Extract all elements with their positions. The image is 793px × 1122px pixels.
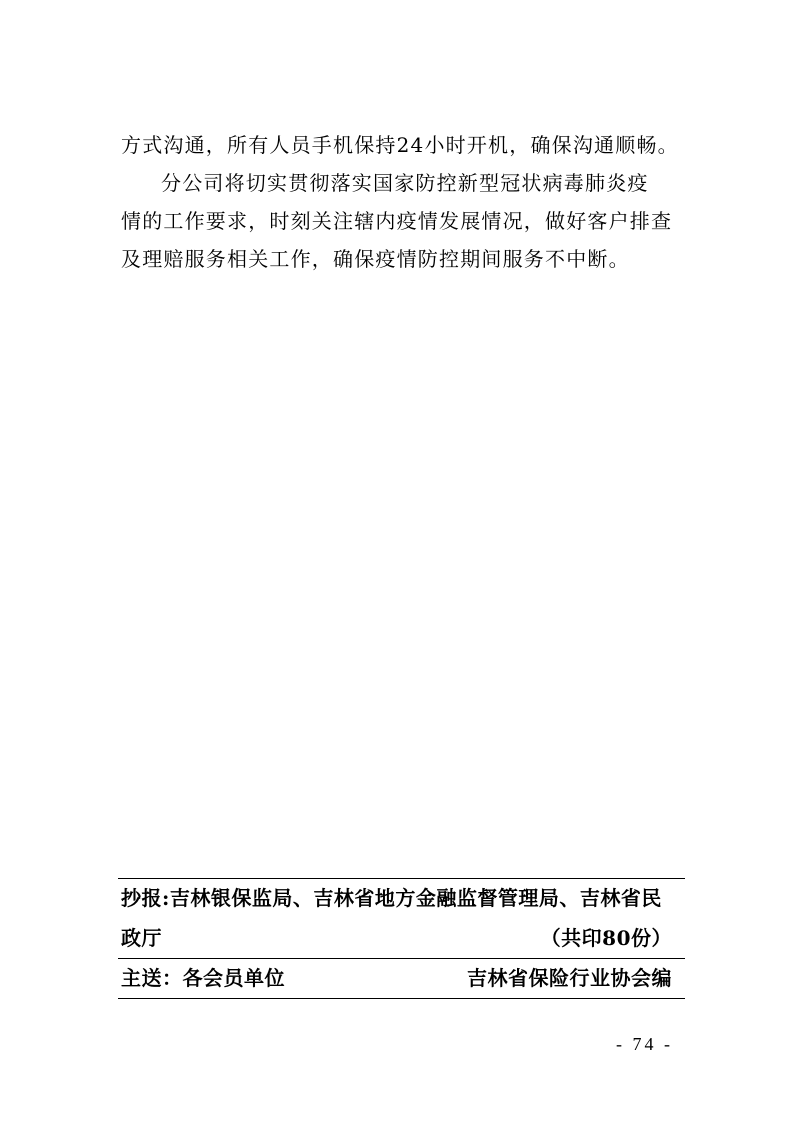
footer-bottom-rule xyxy=(118,998,685,999)
cc-recipients: 抄报:吉林银保监局、吉林省地方金融监督管理局、吉林省民 xyxy=(121,886,662,910)
paragraph-line: 方式沟通，所有人员手机保持24小时开机，确保沟通顺畅。 xyxy=(121,133,679,157)
paragraph-line: 及理赔服务相关工作，确保疫情防控期间服务不中断。 xyxy=(121,247,630,271)
editor: 吉林省保险行业协会编 xyxy=(467,966,672,990)
page-number: - 74 - xyxy=(616,1034,673,1054)
print-copies: （共印80份） xyxy=(540,926,672,950)
footer-top-rule xyxy=(118,878,685,879)
paragraph-line: 情的工作要求，时刻关注辖内疫情发展情况，做好客户排查 xyxy=(121,209,673,233)
footer-middle-rule xyxy=(118,958,685,959)
cc-recipients-continued: 政厅 xyxy=(121,926,162,950)
send-to: 主送：各会员单位 xyxy=(121,966,285,990)
paragraph-line: 分公司将切实贯彻落实国家防控新型冠状病毒肺炎疫 xyxy=(161,171,649,195)
